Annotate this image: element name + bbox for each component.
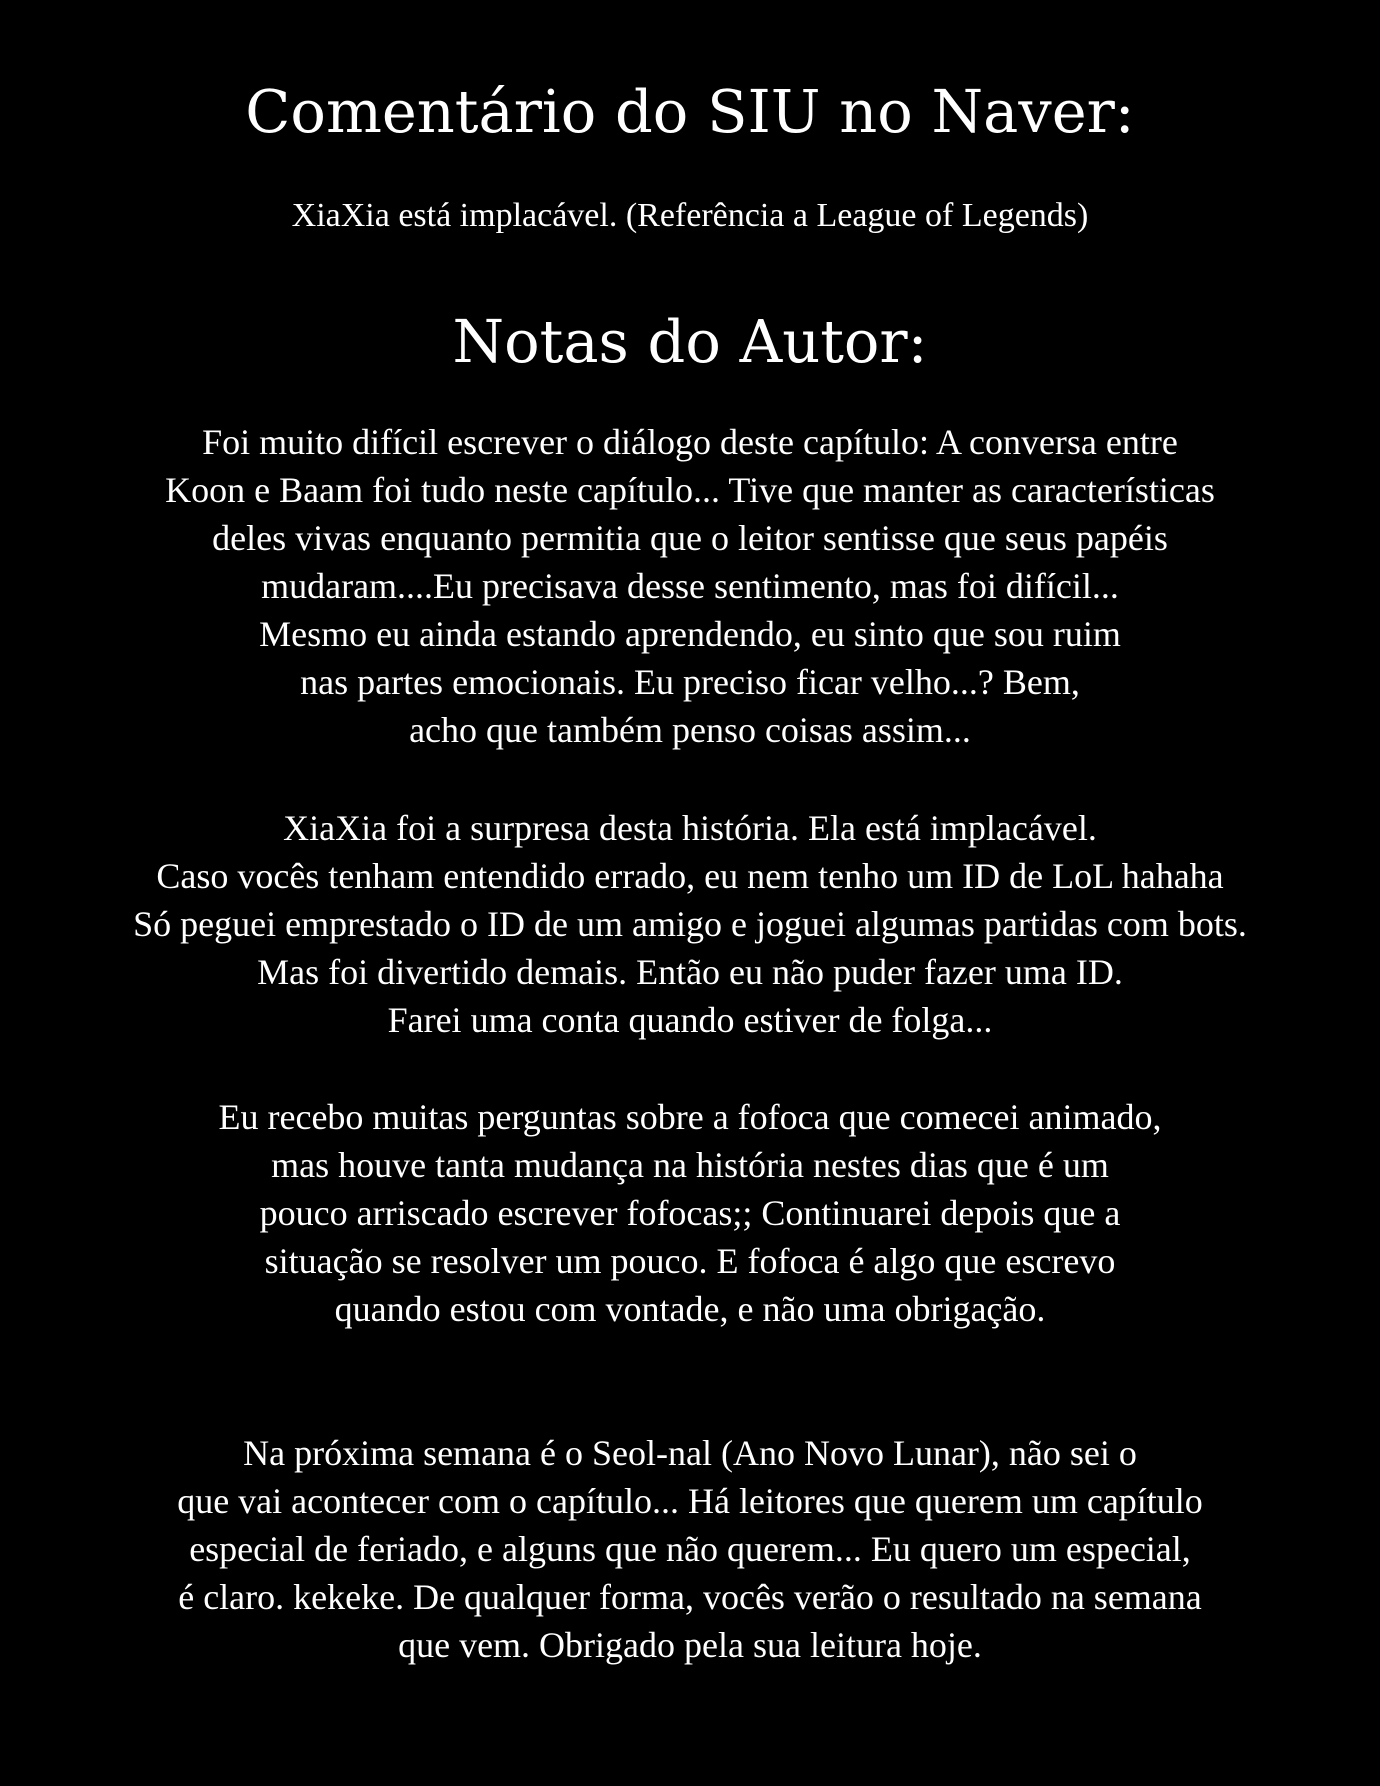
paragraph-1-line-2: Koon e Baam foi tudo neste capítulo... Tive que manter as características [165, 470, 1215, 510]
paragraph-1-line-7: acho que também penso coisas assim... [409, 710, 971, 750]
paragraph-3-line-2: mas houve tanta mudança na história nestes dias que é um [271, 1145, 1109, 1185]
paragraph-1-line-6: nas partes emocionais. Eu preciso ficar velho...? Bem, [300, 662, 1080, 702]
paragraph-2-line-5: Farei uma conta quando estiver de folga... [387, 1000, 993, 1040]
paragraph-4-line-4: é claro. kekeke. De qualquer forma, vocês verão o resultado na semana [178, 1577, 1202, 1617]
paragraph-1-line-5: Mesmo eu ainda estando aprendendo, eu sinto que sou ruim [259, 614, 1121, 654]
paragraph-1-line-4: mudaram....Eu precisava desse sentimento, mas foi difícil... [261, 566, 1119, 606]
paragraph-1-line-3: deles vivas enquanto permitia que o leitor sentisse que seus papéis [212, 518, 1168, 558]
paragraph-4-line-3: especial de feriado, e alguns que não querem... Eu quero um especial, [189, 1529, 1191, 1569]
paragraph-2-line-1: XiaXia foi a surpresa desta história. Ela está implacável. [283, 808, 1097, 848]
paragraph-4-line-5: que vem. Obrigado pela sua leitura hoje. [398, 1625, 982, 1665]
paragraph-3-line-1: Eu recebo muitas perguntas sobre a fofoca que comecei animado, [218, 1097, 1162, 1137]
paragraph-3-line-3: pouco arriscado escrever fofocas;; Continuarei depois que a [259, 1193, 1121, 1233]
paragraph-3-line-4: situação se resolver um pouco. E fofoca é algo que escrevo [264, 1241, 1116, 1281]
paragraph-2-line-4: Mas foi divertido demais. Então eu não puder fazer uma ID. [257, 952, 1123, 992]
paragraph-4-line-1: Na próxima semana é o Seol-nal (Ano Novo Lunar), não sei o [243, 1433, 1137, 1473]
author-notes-title: Notas do Autor: [452, 307, 928, 376]
paragraph-2-line-2: Caso vocês tenham entendido errado, eu nem tenho um ID de LoL hahaha [156, 856, 1224, 896]
paragraph-1-line-1: Foi muito difícil escrever o diálogo deste capítulo: A conversa entre [202, 422, 1178, 462]
paragraph-4-line-2: que vai acontecer com o capítulo... Há leitores que querem um capítulo [177, 1481, 1203, 1521]
paragraph-3-line-5: quando estou com vontade, e não uma obrigação. [334, 1289, 1046, 1329]
siu-comment-text: XiaXia está implacável. (Referência a League of Legends) [291, 197, 1089, 234]
siu-comment-title: Comentário do SIU no Naver: [245, 77, 1135, 146]
paragraph-2-line-3: Só peguei emprestado o ID de um amigo e joguei algumas partidas com bots. [133, 904, 1247, 944]
